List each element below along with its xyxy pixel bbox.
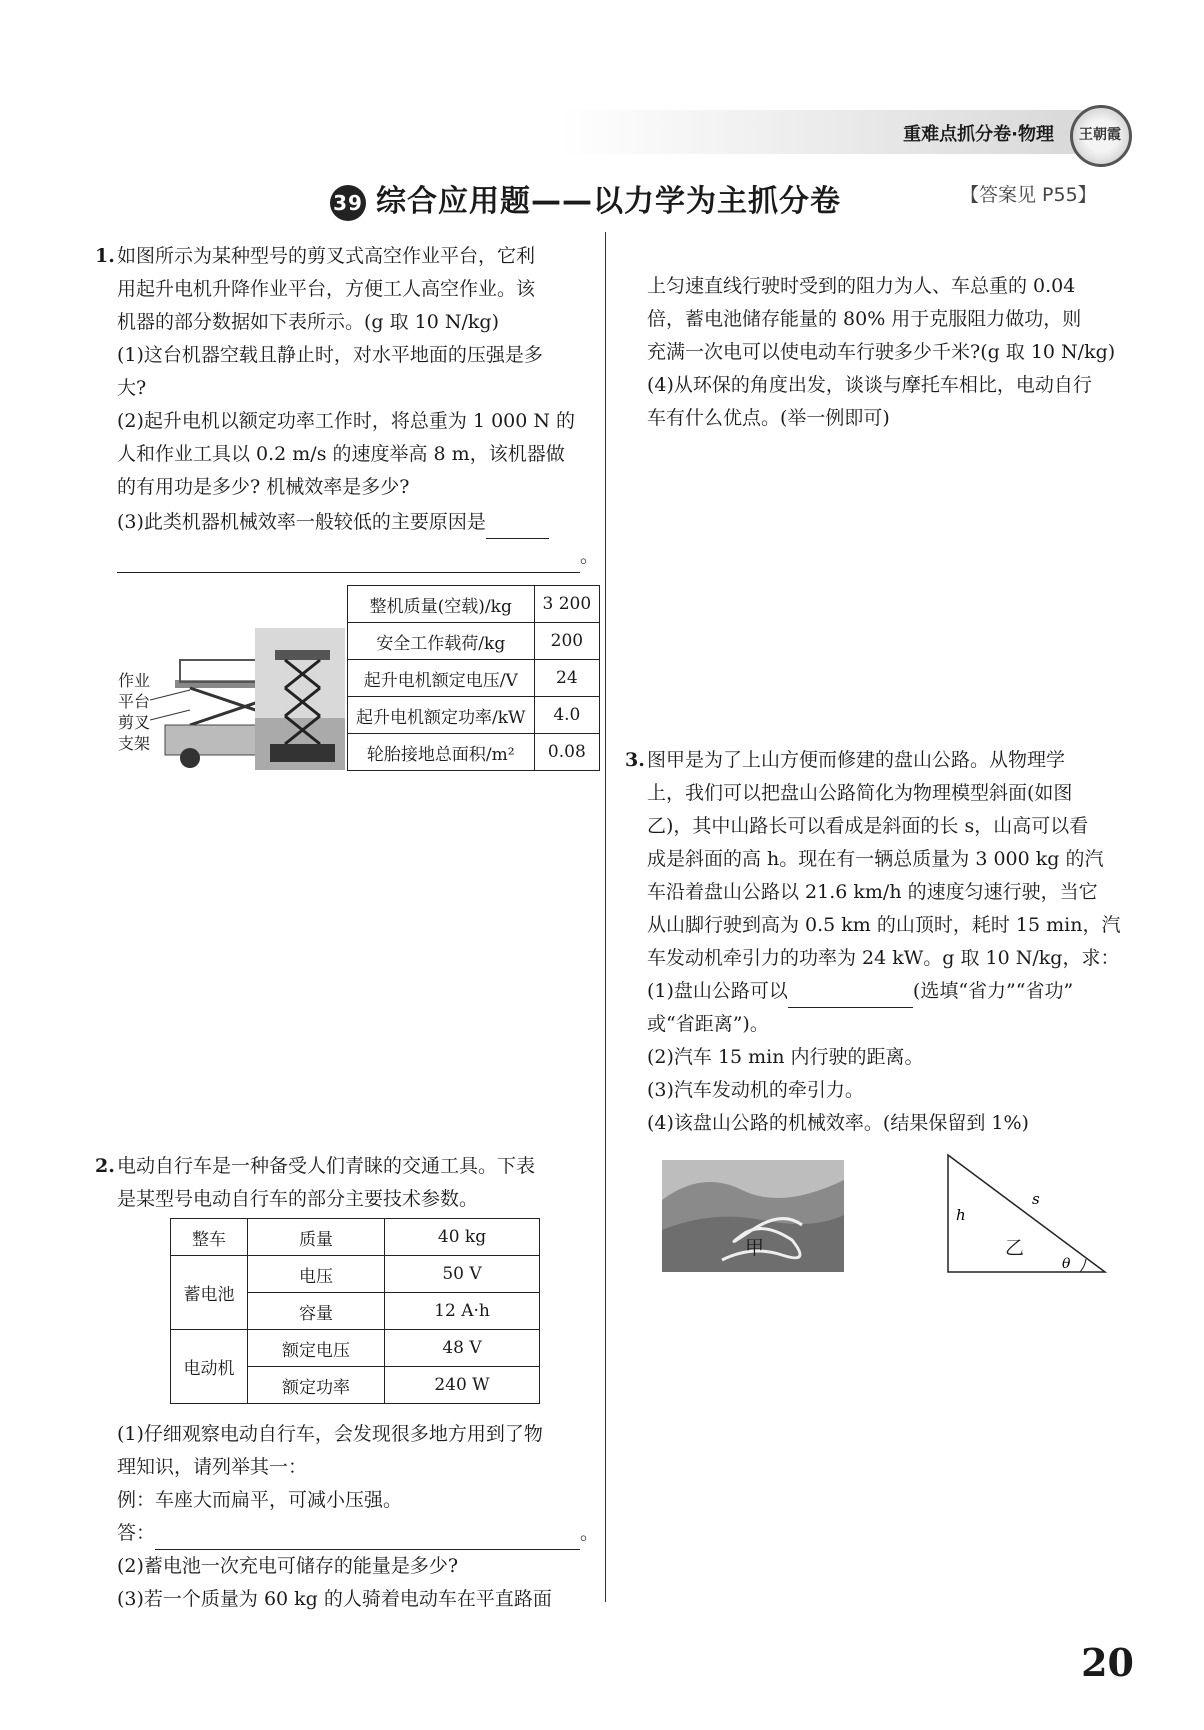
page-title	[330, 176, 841, 221]
q3-part2: (2)汽车 15 min 内行驶的距离。	[647, 1046, 924, 1068]
label-scissor: 剪叉	[118, 713, 151, 732]
q1-part3-text: (3)此类机器机械效率一般较低的主要原因是	[117, 511, 486, 533]
cell-mass-value: 40 kg	[385, 1219, 540, 1256]
q2-answer-blank[interactable]	[155, 1527, 580, 1550]
angle-label: θ	[1062, 1256, 1071, 1272]
q1-part2-b: 人和作业工具以 0.2 m/s 的速度举高 8 m，该机器做	[117, 443, 565, 465]
cell-whole: 整车	[171, 1219, 248, 1256]
q1-end-mark: 。	[580, 545, 600, 567]
q2-part3: (3)若一个质量为 60 kg 的人骑着电动车在平直路面	[117, 1588, 552, 1610]
cell-rated-power: 额定功率	[248, 1367, 385, 1404]
label-platform: 平台	[118, 692, 151, 711]
q3-part1-options: (选填“省力”“省功”	[912, 980, 1074, 1002]
q3-line-2: 上，我们可以把盘山公路简化为物理模型斜面(如图	[647, 782, 1073, 804]
q1-spec-table	[347, 585, 600, 771]
cell-capacity: 容量	[248, 1293, 385, 1330]
q2-part1-b: 理知识，请列举其一：	[117, 1456, 308, 1478]
q2-spec-table	[170, 1218, 540, 1404]
spec-key: 轮胎接地总面积/m²	[348, 734, 535, 771]
cell-voltage-value: 50 V	[385, 1256, 540, 1293]
q3-line-4: 成是斜面的高 h。现在有一辆总质量为 3 000 kg 的汽	[647, 848, 1104, 870]
cell-mass: 质量	[248, 1219, 385, 1256]
q3-line-6: 从山脚行驶到高为 0.5 km 的山顶时，耗时 15 min，汽	[647, 914, 1121, 936]
spec-key: 起升电机额定电压/V	[348, 660, 535, 697]
cell-motor: 电动机	[171, 1330, 248, 1404]
q2-part3-cont-1: 上匀速直线行驶时受到的阻力为人、车总重的 0.04	[647, 275, 1076, 297]
q2-part1-a: (1)仔细观察电动自行车，会发现很多地方用到了物	[117, 1423, 543, 1445]
q1-answer-blank-2[interactable]	[117, 550, 580, 573]
q3-part4: (4)该盘山公路的机械效率。(结果保留到 1%)	[647, 1112, 1029, 1134]
spec-value: 4.0	[534, 697, 600, 734]
table-row	[171, 1256, 540, 1293]
q3-line-3: 乙)，其中山路长可以看成是斜面的长 s，山高可以看	[647, 815, 1089, 837]
q3-part1	[647, 975, 1073, 1008]
table-row	[348, 660, 600, 697]
q3-line-1: 图甲是为了上山方便而修建的盘山公路。从物理学	[647, 749, 1066, 771]
q2-line-1: 电动自行车是一种备受人们青睐的交通工具。下表	[117, 1155, 536, 1177]
spec-value: 200	[534, 623, 600, 660]
q2-part4-a: (4)从环保的角度出发，谈谈与摩托车相比，电动自行	[647, 374, 1092, 396]
cell-rated-voltage-value: 48 V	[385, 1330, 540, 1367]
table-row	[348, 697, 600, 734]
q2-number: 2.	[95, 1155, 115, 1177]
q3-answer-blank[interactable]	[788, 985, 913, 1008]
q1-part1-b: 大?	[117, 377, 147, 399]
publisher-seal-icon	[1070, 105, 1132, 167]
cell-voltage: 电压	[248, 1256, 385, 1293]
incline-diagram	[940, 1150, 1115, 1280]
q3-line-7: 车发动机牵引力的功率为 24 kW。g 取 10 N/kg，求：	[647, 947, 1120, 969]
q1-part3	[117, 506, 549, 539]
q1-figure-labels	[118, 670, 150, 754]
q3-part3: (3)汽车发动机的牵引力。	[647, 1079, 864, 1101]
q2-end-mark: 。	[580, 1522, 600, 1544]
spec-value: 3 200	[534, 586, 600, 623]
table-row	[348, 623, 600, 660]
q1-part3-cont	[117, 540, 599, 573]
table-row	[171, 1219, 540, 1256]
q2-part3-cont-2: 倍，蓄电池储存能量的 80% 用于克服阻力做功，则	[647, 308, 1082, 330]
q2-part4-b: 车有什么优点。(举一例即可)	[647, 407, 890, 429]
q1-line-3: 机器的部分数据如下表所示。(g 取 10 N/kg)	[117, 311, 499, 333]
q1-part2-c: 的有用功是多少? 机械效率是多少?	[117, 476, 410, 498]
q1-number: 1.	[95, 245, 115, 267]
figure-a-caption: 甲	[745, 1237, 765, 1259]
title-text: 综合应用题——以力学为主抓分卷	[376, 184, 841, 219]
seal-text: 王朝霞	[1079, 127, 1121, 143]
q3-part1-text: (1)盘山公路可以	[647, 980, 788, 1002]
q2-line-2: 是某型号电动自行车的部分主要技术参数。	[117, 1188, 479, 1210]
spec-key: 整机质量(空载)/kg	[348, 586, 535, 623]
table-row	[171, 1330, 540, 1367]
q2-answer-label: 答：	[117, 1522, 156, 1544]
cell-rated-power-value: 240 W	[385, 1367, 540, 1404]
q1-line-2: 用起升电机升降作业平台，方便工人高空作业。该	[117, 278, 536, 300]
q3-line-5: 车沿着盘山公路以 21.6 km/h 的速度匀速行驶，当它	[647, 881, 1098, 903]
series-title: 重难点抓分卷·物理	[903, 124, 1054, 145]
spec-key: 起升电机额定功率/kW	[348, 697, 535, 734]
q2-part3-cont-3: 充满一次电可以使电动车行驶多少千米?(g 取 10 N/kg)	[647, 341, 1116, 363]
table-row	[348, 586, 600, 623]
q2-part2: (2)蓄电池一次充电可储存的能量是多少?	[117, 1555, 459, 1577]
height-label: h	[956, 1206, 966, 1224]
page-number: 20	[1081, 1640, 1134, 1685]
spec-value: 24	[534, 660, 600, 697]
cell-battery: 蓄电池	[171, 1256, 248, 1330]
q1-line-1: 如图所示为某种型号的剪叉式高空作业平台，它利	[117, 245, 536, 267]
label-work: 作业	[118, 671, 151, 690]
cell-rated-voltage: 额定电压	[248, 1330, 385, 1367]
q3-part1-c: 或“省距离”)。	[647, 1013, 769, 1035]
q1-part1-a: (1)这台机器空载且静止时，对水平地面的压强是多	[117, 344, 543, 366]
q2-part1-c: 例：车座大而扁平，可减小压强。	[117, 1489, 403, 1511]
column-divider	[605, 232, 606, 1602]
label-support: 支架	[118, 734, 151, 753]
scissor-lift-photo	[255, 628, 345, 770]
table-row	[348, 734, 600, 771]
spec-value: 0.08	[534, 734, 600, 771]
section-number-badge: 39	[330, 185, 366, 221]
q1-part2-a: (2)起升电机以额定功率工作时，将总重为 1 000 N 的	[117, 410, 576, 432]
slope-length-label: s	[1032, 1190, 1040, 1208]
q3-number: 3.	[625, 749, 645, 771]
q1-answer-blank-1[interactable]	[486, 516, 549, 539]
answer-reference: 【答案见 P55】	[960, 184, 1097, 206]
figure-b-caption: 乙	[1005, 1237, 1025, 1259]
spec-key: 安全工作载荷/kg	[348, 623, 535, 660]
q2-part1-d	[117, 1517, 599, 1550]
cell-capacity-value: 12 A·h	[385, 1293, 540, 1330]
